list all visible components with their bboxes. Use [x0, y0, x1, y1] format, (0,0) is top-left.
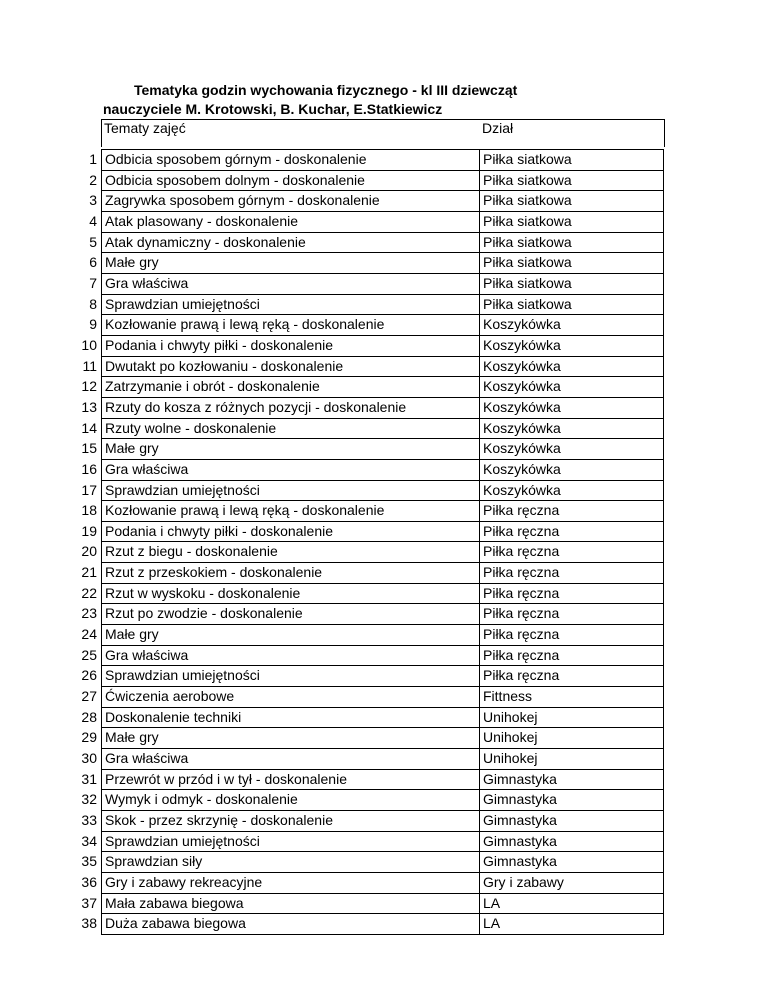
row-department: Koszykówka: [480, 459, 664, 480]
row-department: Fittness: [480, 687, 664, 708]
row-topic: Podania i chwyty piłki - doskonalenie: [102, 335, 480, 356]
row-department: Gimnastyka: [480, 790, 664, 811]
table-row: [70, 583, 664, 604]
table-row: [70, 811, 664, 832]
row-topic: Odbicia sposobem górnym - doskonalenie: [102, 150, 480, 171]
row-number: 36: [81, 873, 97, 890]
row-department: Piłka ręczna: [480, 501, 664, 522]
row-number: 29: [81, 729, 97, 746]
row-number: 22: [81, 584, 97, 601]
row-number: 23: [81, 605, 97, 622]
row-number: 31: [81, 770, 97, 787]
row-topic: Rzuty wolne - doskonalenie: [102, 418, 480, 439]
row-department: LA: [480, 914, 664, 935]
row-department: Piłka siatkowa: [480, 273, 664, 294]
table-row: [70, 191, 664, 212]
lesson-table: [70, 149, 664, 935]
row-topic: Rzuty do kosza z różnych pozycji - doskonalenie: [102, 397, 480, 418]
row-number: 21: [81, 564, 97, 581]
row-department: Piłka siatkowa: [480, 294, 664, 315]
row-department: Unihokej: [480, 749, 664, 770]
row-topic: Sprawdzian umiejętności: [102, 831, 480, 852]
row-number: 18: [81, 502, 97, 519]
row-number: 34: [81, 832, 97, 849]
row-department: Piłka ręczna: [480, 521, 664, 542]
row-topic: Rzut z biegu - doskonalenie: [102, 542, 480, 563]
row-department: Gimnastyka: [480, 831, 664, 852]
row-number: 20: [81, 543, 97, 560]
row-topic: Przewrót w przód i w tył - doskonalenie: [102, 769, 480, 790]
row-department: Koszykówka: [480, 315, 664, 336]
row-topic: Mała zabawa biegowa: [102, 893, 480, 914]
row-department: Koszykówka: [480, 377, 664, 398]
row-topic: Małe gry: [102, 253, 480, 274]
row-number: 19: [81, 522, 97, 539]
table-row: [70, 852, 664, 873]
table-row: [70, 645, 664, 666]
row-topic: Gra właściwa: [102, 273, 480, 294]
row-topic: Kozłowanie prawą i lewą ręką - doskonalenie: [102, 315, 480, 336]
row-department: Piłka ręczna: [480, 645, 664, 666]
row-topic: Kozłowanie prawą i lewą ręką - doskonalenie: [102, 501, 480, 522]
row-topic: Doskonalenie techniki: [102, 707, 480, 728]
table-row: [70, 232, 664, 253]
row-topic: Sprawdzian umiejętności: [102, 294, 480, 315]
row-number: 30: [81, 750, 97, 767]
table-row: [70, 625, 664, 646]
table-row: [70, 666, 664, 687]
row-department: Piłka ręczna: [480, 583, 664, 604]
row-department: Koszykówka: [480, 397, 664, 418]
row-department: Gimnastyka: [480, 769, 664, 790]
table-row: [70, 769, 664, 790]
row-number: 32: [81, 791, 97, 808]
table-row: [70, 211, 664, 232]
table-row: [70, 893, 664, 914]
row-department: Koszykówka: [480, 480, 664, 501]
table-row: [70, 521, 664, 542]
row-topic: Gra właściwa: [102, 459, 480, 480]
row-number: 5: [89, 233, 97, 250]
table-row: [70, 872, 664, 893]
row-number: 10: [81, 336, 97, 353]
row-number: 16: [81, 460, 97, 477]
row-department: Koszykówka: [480, 439, 664, 460]
row-number: 27: [81, 688, 97, 705]
table-row: [70, 790, 664, 811]
table-row: [70, 604, 664, 625]
row-topic: Gra właściwa: [102, 645, 480, 666]
row-number: 2: [89, 171, 97, 188]
row-number: 17: [81, 481, 97, 498]
row-department: Piłka ręczna: [480, 625, 664, 646]
row-topic: Atak dynamiczny - doskonalenie: [102, 232, 480, 253]
table-row: [70, 150, 664, 171]
row-number: 28: [81, 708, 97, 725]
row-topic: Sprawdzian umiejętności: [102, 666, 480, 687]
row-department: LA: [480, 893, 664, 914]
row-department: Piłka siatkowa: [480, 150, 664, 171]
table-row: [70, 707, 664, 728]
table-row: [70, 356, 664, 377]
row-department: Gimnastyka: [480, 811, 664, 832]
table-row: [70, 480, 664, 501]
header-department: Dział: [482, 120, 514, 136]
row-number: 26: [81, 667, 97, 684]
row-number: 7: [89, 274, 97, 291]
row-department: Piłka siatkowa: [480, 170, 664, 191]
row-number: 38: [81, 915, 97, 932]
table-row: [70, 542, 664, 563]
table-row: [70, 728, 664, 749]
row-number: 1: [89, 151, 97, 167]
row-topic: Zagrywka sposobem górnym - doskonalenie: [102, 191, 480, 212]
row-number: 12: [81, 378, 97, 395]
row-department: Koszykówka: [480, 356, 664, 377]
table-row: [70, 459, 664, 480]
row-number: 6: [89, 254, 97, 271]
row-department: Piłka ręczna: [480, 563, 664, 584]
header-topics: Tematy zajęć: [104, 120, 186, 136]
row-topic: Sprawdzian umiejętności: [102, 480, 480, 501]
table-row: [70, 563, 664, 584]
row-topic: Zatrzymanie i obrót - doskonalenie: [102, 377, 480, 398]
row-topic: Wymyk i odmyk - doskonalenie: [102, 790, 480, 811]
table-row: [70, 335, 664, 356]
row-number: 13: [81, 398, 97, 415]
row-number: 35: [81, 853, 97, 870]
row-topic: Małe gry: [102, 625, 480, 646]
row-department: Piłka siatkowa: [480, 191, 664, 212]
teachers-line: nauczyciele M. Krotowski, B. Kuchar, E.Statkiewicz: [103, 101, 443, 117]
row-department: Piłka ręczna: [480, 604, 664, 625]
row-number: 8: [89, 295, 97, 312]
row-number: 14: [81, 419, 97, 436]
row-number: 33: [81, 812, 97, 828]
table-row: [70, 439, 664, 460]
row-department: Piłka siatkowa: [480, 211, 664, 232]
table-row: [70, 253, 664, 274]
row-topic: Odbicia sposobem dolnym - doskonalenie: [102, 170, 480, 191]
row-topic: Małe gry: [102, 439, 480, 460]
row-number: 4: [89, 212, 97, 229]
document-title: Tematyka godzin wychowania fizycznego - kl III dziewcząt: [134, 82, 518, 98]
row-topic: Gry i zabawy rekreacyjne: [102, 872, 480, 893]
row-topic: Gra właściwa: [102, 749, 480, 770]
row-number: 3: [89, 192, 97, 209]
table-row: [70, 831, 664, 852]
row-topic: Sprawdzian siły: [102, 852, 480, 873]
row-topic: Rzut z przeskokiem - doskonalenie: [102, 563, 480, 584]
row-topic: Podania i chwyty piłki - doskonalenie: [102, 521, 480, 542]
row-number: 25: [81, 646, 97, 663]
row-department: Piłka siatkowa: [480, 232, 664, 253]
table-row: [70, 294, 664, 315]
row-department: Koszykówka: [480, 335, 664, 356]
row-department: Piłka ręczna: [480, 542, 664, 563]
table-row: [70, 914, 664, 935]
table-row: [70, 397, 664, 418]
row-topic: Rzut w wyskoku - doskonalenie: [102, 583, 480, 604]
table-row: [70, 315, 664, 336]
row-topic: Małe gry: [102, 728, 480, 749]
row-number: 24: [81, 626, 97, 643]
row-department: Gry i zabawy: [480, 872, 664, 893]
row-number: 37: [81, 894, 97, 911]
row-number: 11: [82, 357, 97, 374]
row-department: Unihokej: [480, 707, 664, 728]
row-department: Gimnastyka: [480, 852, 664, 873]
row-topic: Duża zabawa biegowa: [102, 914, 480, 935]
table-row: [70, 687, 664, 708]
table-row: [70, 418, 664, 439]
row-topic: Dwutakt po kozłowaniu - doskonalenie: [102, 356, 480, 377]
row-number: 9: [89, 316, 97, 333]
row-topic: Skok - przez skrzynię - doskonalenie: [102, 811, 480, 832]
row-department: Koszykówka: [480, 418, 664, 439]
table-row: [70, 377, 664, 398]
row-number: 15: [81, 440, 97, 457]
lesson-table-body: [70, 150, 664, 935]
row-topic: Atak plasowany - doskonalenie: [102, 211, 480, 232]
row-department: Piłka siatkowa: [480, 253, 664, 274]
table-row: [70, 501, 664, 522]
row-department: Piłka ręczna: [480, 666, 664, 687]
row-topic: Rzut po zwodzie - doskonalenie: [102, 604, 480, 625]
table-row: [70, 749, 664, 770]
row-department: Unihokej: [480, 728, 664, 749]
table-row: [70, 170, 664, 191]
table-row: [70, 273, 664, 294]
row-topic: Ćwiczenia aerobowe: [102, 687, 480, 708]
